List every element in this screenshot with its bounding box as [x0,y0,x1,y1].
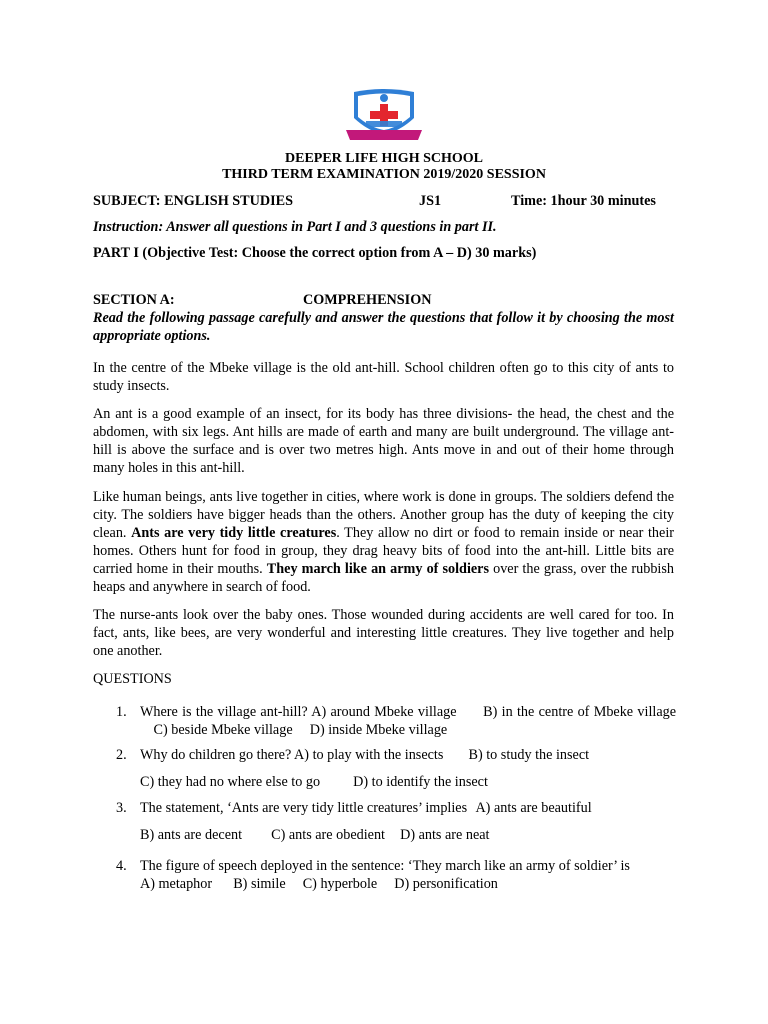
option-c: C) ants are obedient [271,827,385,843]
option-c: C) hyperbole [302,876,378,892]
instruction-text: Instruction: Answer all questions in Part I and 3 questions in part II. [93,219,497,235]
option-b: B) to study the insect [468,747,590,763]
question-number: 1. [116,704,127,720]
section-title: COMPREHENSION [303,292,432,308]
question-item [116,857,676,897]
school-name: DEEPER LIFE HIGH SCHOOL [285,151,483,166]
section-directions: Read the following passage carefully and answer the questions that follow it by choosing the most appropriate options. [93,310,674,344]
option-d: D) inside Mbeke village [309,722,448,738]
option-b: B) ants are decent [140,827,243,843]
option-c: C) they had no where else to go [140,774,321,790]
option-d: D) to identify the insect [353,774,488,790]
question-item [116,799,676,843]
option-c: C) beside Mbeke village [153,722,293,738]
question-stem: Where is the village ant-hill? [140,704,308,720]
option-d: D) ants are neat [400,827,490,843]
section-label: SECTION A: [93,292,175,308]
subject-label: SUBJECT: ENGLISH STUDIES [93,193,294,209]
option-a: A) ants are beautiful [475,800,592,816]
option-a: A) to play with the insects [294,747,444,763]
question-number: 3. [116,800,127,816]
question-item [116,703,676,743]
passage-text: over the grass, over the rubbish heaps and anywhere in search of food. [93,561,674,595]
question-number: 2. [116,747,127,763]
option-b: B) simile [233,876,286,892]
question-text [140,857,676,875]
exam-title: THIRD TERM EXAMINATION 2019/2020 SESSION [222,167,546,182]
question-stem: The figure of speech deployed in the sentence: ‘They march like an army of soldier’ is [140,858,630,874]
question-item [116,746,676,790]
question-stem: Why do children go there? [140,747,292,763]
time-label: Time: 1hour 30 minutes [511,193,656,209]
option-a: A) around Mbeke village [311,704,457,720]
passage-text: . They allow no dirt or food to remain inside or near their homes. Others hunt for food in group, they drag heavy bits of food into the ant-hill. Little bits are carried home in their mouths. [93,525,674,577]
option-b: B) in the centre of Mbeke village [483,704,677,720]
question-text [140,799,676,817]
option-a: A) metaphor [140,876,213,892]
question-text [140,746,676,764]
passage-bold-phrase: Ants are very tidy little creatures [131,525,337,541]
question-text [140,703,676,739]
passage-paragraph-2: An ant is a good example of an insect, for its body has three divisions- the head, the chest and the abdomen, with six legs. Ant hills are made of earth and many are built underground. The village ant-hill is above the surface and is over two metres high. Ants move in and out of their home through many holes in this ant-hill. [93,406,674,476]
option-d: D) personification [394,876,498,892]
part-one-heading: PART I (Objective Test: Choose the correct option from A – D) 30 marks) [93,245,537,261]
class-label: JS1 [419,193,442,209]
question-options-line [140,875,498,893]
passage-bold-phrase: They march like an army of soldiers [266,561,489,577]
question-stem: The statement, ‘Ants are very tidy little creatures’ implies [140,800,468,816]
questions-heading: QUESTIONS [93,671,172,687]
question-options-line [140,773,488,791]
passage-paragraph-1: In the centre of the Mbeke village is the old ant-hill. School children often go to this city of ants to study insects. [93,360,674,394]
passage-paragraph-3 [93,488,674,596]
passage-paragraph-4: The nurse-ants look over the baby ones. Those wounded during accidents are well cared for too. In fact, ants, like bees, are very wonderful and interesting little creatures. They live together and help one another. [93,607,674,659]
passage-text: Like human beings, ants live together in cities, where work is done in groups. The soldiers defend the city. The soldiers have bigger heads than the others. Another group has the duty of keeping the city clean. [93,489,674,541]
school-logo [344,88,424,144]
question-options-line [140,826,490,844]
question-number: 4. [116,858,127,874]
